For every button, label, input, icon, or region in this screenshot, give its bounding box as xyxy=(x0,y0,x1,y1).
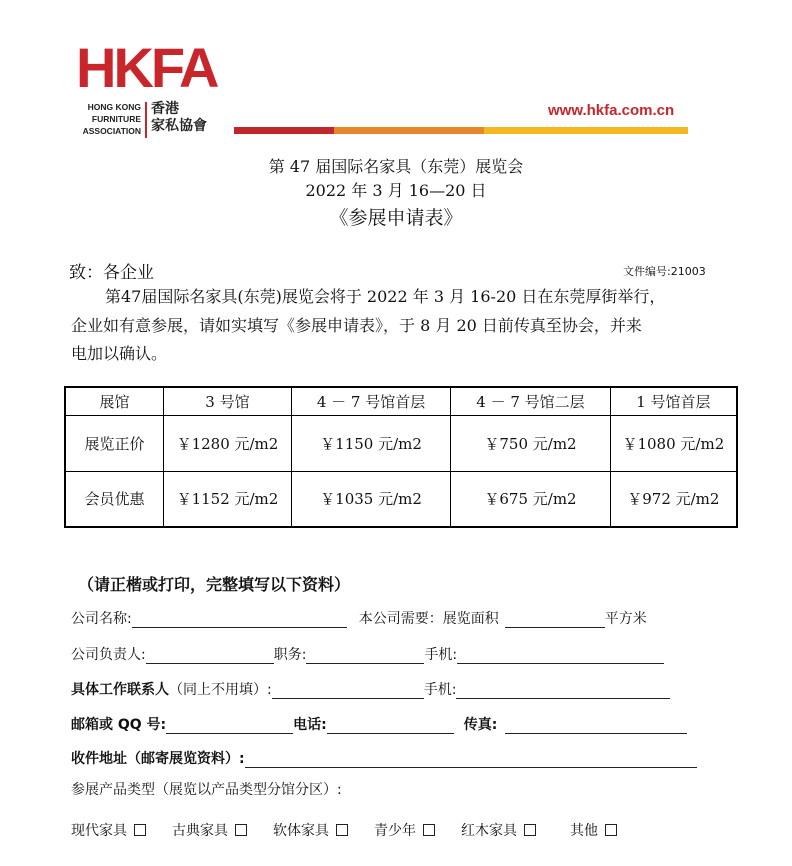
logo-en-line-1: HONG KONG xyxy=(87,102,141,112)
letter-line-2: 企业如有意参展，请如实填写《参展申请表》，于 8 月 20 日前传真至协会，并来 xyxy=(71,316,642,335)
form-row-product-type xyxy=(71,775,342,799)
header-band-yellow xyxy=(484,127,688,134)
table-cell: ￥972 元/m2 xyxy=(610,471,737,527)
form-row-person xyxy=(71,640,664,664)
option-label: 古典家具 xyxy=(172,823,228,839)
website-url[interactable]: www.hkfa.com.cn xyxy=(548,102,675,119)
company-name-field[interactable] xyxy=(132,611,347,628)
company-name-label: 公司名称: xyxy=(71,611,132,627)
row-label: 会员优惠 xyxy=(65,471,164,527)
contact-mobile-field[interactable] xyxy=(456,682,670,699)
logo-zh-line-1: 香港 xyxy=(151,101,179,117)
contact-label: 具体工作联系人 xyxy=(71,682,169,698)
table-cell: ￥675 元/m2 xyxy=(451,471,610,527)
table-row xyxy=(65,471,737,527)
area-unit-label: 平方米 xyxy=(604,611,647,627)
email-qq-label: 邮箱或 QQ 号: xyxy=(71,717,167,733)
table-header-cell: 4 － 7 号馆二层 xyxy=(451,387,610,415)
row-label: 展览正价 xyxy=(65,415,164,471)
area-field[interactable] xyxy=(505,611,605,628)
table-header-row xyxy=(65,387,737,415)
file-number: 文件编号:21003 xyxy=(623,265,706,278)
logo-en-line-3: ASSOCIATION xyxy=(82,126,141,136)
checkbox[interactable] xyxy=(336,824,348,836)
option-label: 软体家具 xyxy=(273,823,329,839)
option-label: 其他 xyxy=(570,823,598,839)
table-cell: ￥1150 元/m2 xyxy=(291,415,450,471)
logo-en-line-2: FURNITURE xyxy=(91,114,141,124)
logo-chinese-text xyxy=(151,101,207,135)
mobile-field[interactable] xyxy=(457,647,664,664)
phone-label: 电话: xyxy=(293,717,327,733)
contact-field[interactable] xyxy=(272,682,424,699)
position-label: 职务: xyxy=(273,647,307,663)
area-need-label: 本公司需要：展览面积 xyxy=(358,611,499,627)
option-label: 现代家具 xyxy=(71,823,127,839)
table-cell: ￥1280 元/m2 xyxy=(164,415,292,471)
checkbox[interactable] xyxy=(134,824,146,836)
table-header-cell: 4 － 7 号馆首层 xyxy=(291,387,450,415)
price-table xyxy=(64,386,738,528)
table-header-cell: 展馆 xyxy=(65,387,164,415)
form-row-contact xyxy=(71,675,670,699)
fax-field[interactable] xyxy=(505,717,687,734)
option-upholstered[interactable] xyxy=(273,820,348,840)
form-heading: （请正楷或打印，完整填写以下资料） xyxy=(78,575,351,594)
table-cell: ￥750 元/m2 xyxy=(451,415,610,471)
person-in-charge-field[interactable] xyxy=(146,647,274,664)
option-label: 红木家具 xyxy=(461,823,517,839)
table-header-cell: 3 号馆 xyxy=(164,387,292,415)
table-cell: ￥1152 元/m2 xyxy=(164,471,292,527)
form-row-company xyxy=(71,604,647,628)
table-cell: ￥1035 元/m2 xyxy=(291,471,450,527)
letter-line-1: 第47届国际名家具(东莞)展览会将于 2022 年 3 月 16-20 日在东莞厚街举行， xyxy=(105,287,666,306)
mobile-label: 手机: xyxy=(424,647,458,663)
table-row xyxy=(65,415,737,471)
checkbox[interactable] xyxy=(235,824,247,836)
form-title: 《参展申请表》 xyxy=(329,207,463,229)
recipient: 致：各企业 xyxy=(69,263,154,283)
checkbox[interactable] xyxy=(605,824,617,836)
checkbox[interactable] xyxy=(524,824,536,836)
header-band-orange xyxy=(334,127,484,134)
address-label: 收件地址（邮寄展览资料）: xyxy=(71,751,245,767)
phone-field[interactable] xyxy=(327,717,454,734)
fax-label: 传真: xyxy=(463,717,498,733)
event-date: 2022 年 3 月 16—20 日 xyxy=(305,181,487,200)
position-field[interactable] xyxy=(306,647,424,664)
option-classical[interactable] xyxy=(172,820,247,840)
product-type-label: 参展产品类型（展览以产品类型分馆分区）: xyxy=(71,782,342,798)
address-field[interactable] xyxy=(245,751,697,768)
header-band-red xyxy=(234,127,334,134)
option-modern[interactable] xyxy=(71,820,146,840)
option-label: 青少年 xyxy=(374,823,416,839)
hkfa-logo: HKFA xyxy=(76,36,217,99)
email-qq-field[interactable] xyxy=(166,717,293,734)
checkbox[interactable] xyxy=(423,824,435,836)
person-in-charge-label: 公司负责人: xyxy=(71,647,146,663)
table-cell: ￥1080 元/m2 xyxy=(610,415,737,471)
option-youth[interactable] xyxy=(374,820,435,840)
logo-english-text xyxy=(79,101,141,137)
logo-zh-line-2: 家私協會 xyxy=(151,118,207,134)
logo-divider xyxy=(145,102,147,138)
table-header-cell: 1 号馆首层 xyxy=(610,387,737,415)
contact-mobile-label: 手机: xyxy=(423,682,457,698)
option-other[interactable] xyxy=(570,820,617,840)
event-title: 第 47 届国际名家具（东莞）展览会 xyxy=(268,157,524,176)
option-mahogany[interactable] xyxy=(461,820,536,840)
contact-note: （同上不用填）: xyxy=(169,682,272,698)
form-row-email xyxy=(71,710,687,734)
letter-line-3: 电加以确认。 xyxy=(71,344,168,363)
product-options xyxy=(71,816,617,840)
form-row-address xyxy=(71,744,697,768)
